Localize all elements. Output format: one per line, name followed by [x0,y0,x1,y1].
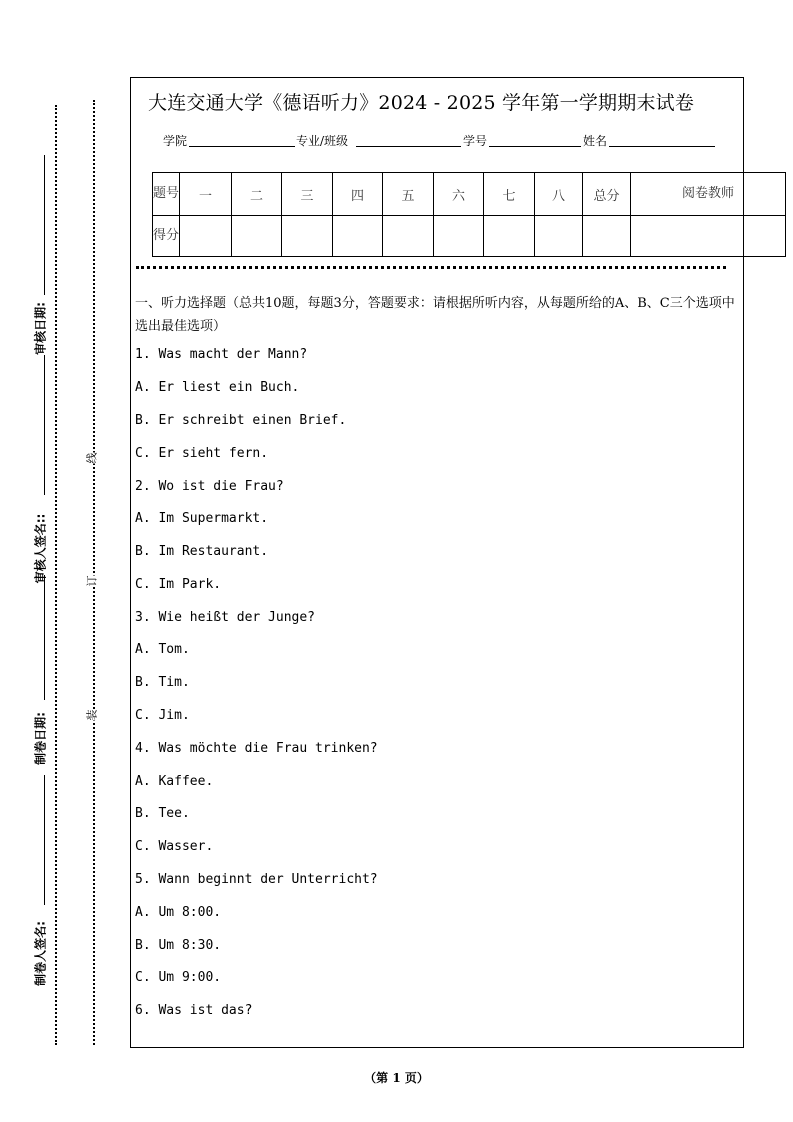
col-1: 一 [180,173,232,216]
name-label: 姓名 [583,134,608,148]
option-line: C. Er sieht fern. [135,446,269,461]
score-table [152,172,786,257]
score-cell[interactable] [484,216,535,257]
question-line: 1. Was macht der Mann? [135,347,308,362]
line-char: 线 [85,452,99,464]
name-field[interactable] [609,146,715,147]
staple-char: 装 [85,709,99,721]
review-date-label: 审核日期: [33,302,48,355]
maker-sign-label: 制卷人签名: [33,921,48,986]
score-cell[interactable] [282,216,333,257]
option-line: A. Er liest ein Buch. [135,380,300,395]
question-line: 6. Was ist das? [135,1003,253,1018]
score-cell[interactable] [232,216,282,257]
exam-title: 大连交通大学《德语听力》2024 - 2025 学年第一学期期末试卷 [148,92,695,114]
major-class-label: 专业/班级 [296,134,349,148]
question-line: 5. Wann beginnt der Unterricht? [135,872,378,887]
question-line: 2. Wo ist die Frau? [135,479,284,494]
bind-char: 订 [85,575,99,587]
student-id-label: 学号 [463,134,488,148]
col-reviewer: 阅卷教师 [631,173,786,216]
maker-sign-underline [44,775,45,905]
col-2: 二 [232,173,282,216]
option-line: A. Kaffee. [135,774,214,789]
section1-instruction: 一、听力选择题（总共10题，每题3分，答题要求：请根据所听内容，从每题所给的A、B、C三个选项中选出最佳选项） [135,296,735,334]
page-number: （第 1 页） [364,1071,429,1085]
col-total: 总分 [583,173,631,216]
reviewer-sign-underline [44,355,45,495]
option-line: C. Um 9:00. [135,970,222,985]
col-4: 四 [333,173,383,216]
made-date-underline [44,575,45,700]
option-line: B. Tee. [135,806,190,821]
question-line: 3. Wie heißt der Junge? [135,610,316,625]
score-cell[interactable] [333,216,383,257]
margin-dotted-line-right [93,100,95,1045]
score-cell[interactable] [583,216,631,257]
col-7: 七 [484,173,535,216]
col-3: 三 [282,173,333,216]
col-6: 六 [434,173,484,216]
college-label: 学院 [163,134,188,148]
college-field[interactable] [189,146,295,147]
score-cell[interactable] [180,216,232,257]
option-line: C. Jim. [135,708,190,723]
section-separator [136,266,726,269]
score-cell[interactable] [535,216,583,257]
option-line: A. Um 8:00. [135,905,222,920]
major-class-field[interactable] [356,146,461,147]
question-line: 4. Was möchte die Frau trinken? [135,741,378,756]
student-id-field[interactable] [489,146,581,147]
score-cell[interactable] [383,216,434,257]
option-line: C. Wasser. [135,839,214,854]
made-date-label: 制卷日期: [33,712,48,765]
option-line: B. Um 8:30. [135,938,222,953]
score-cell[interactable] [631,216,786,257]
row-header-score: 得分 [153,216,180,257]
score-cell[interactable] [434,216,484,257]
reviewer-sign-label: 审核人签名:: [33,513,48,584]
option-line: A. Im Supermarkt. [135,511,269,526]
option-line: B. Tim. [135,675,190,690]
col-5: 五 [383,173,434,216]
option-line: B. Er schreibt einen Brief. [135,413,347,428]
col-8: 八 [535,173,583,216]
option-line: A. Tom. [135,642,190,657]
option-line: B. Im Restaurant. [135,544,269,559]
row-header-question-no: 题号 [153,173,180,216]
option-line: C. Im Park. [135,577,222,592]
margin-dotted-line-left [55,105,57,1045]
review-date-underline [44,155,45,295]
